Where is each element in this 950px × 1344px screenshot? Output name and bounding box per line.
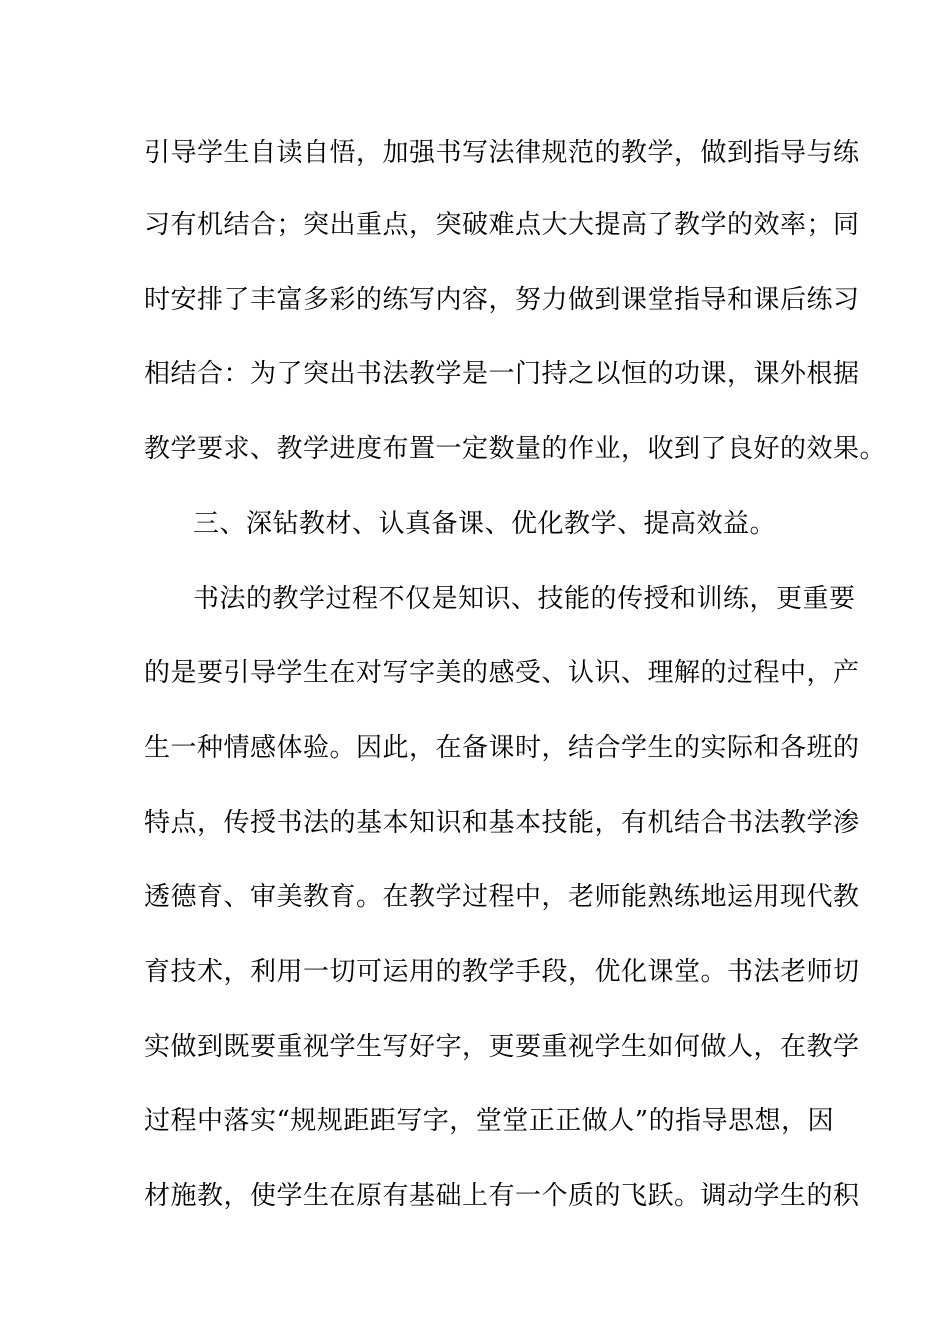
paragraph-line: 生一种情感体验。因此，在备课时，结合学生的实际和各班的: [144, 733, 860, 763]
section-heading: 三、深钻教材、认真备课、优化教学、提高效益。: [193, 509, 777, 539]
paragraph-line: 育技术，利用一切可运用的教学手段，优化课堂。书法老师切: [144, 957, 860, 987]
paragraph-line: 引导学生自读自悟，加强书写法律规范的教学，做到指导与练: [144, 138, 860, 168]
paragraph-line: 特点，传授书法的基本知识和基本技能，有机结合书法教学渗: [144, 808, 860, 838]
paragraph-line: 过程中落实“规规距距写字，堂堂正正做人”的指导思想，因: [144, 1106, 835, 1136]
paragraph-line: 习有机结合；突出重点，突破难点大大提高了教学的效率；同: [144, 210, 860, 240]
paragraph-line: 书法的教学过程不仅是知识、技能的传授和训练，更重要: [193, 584, 856, 614]
paragraph-line: 材施教，使学生在原有基础上有一个质的飞跃。调动学生的积: [144, 1181, 860, 1211]
paragraph-line: 时安排了丰富多彩的练写内容，努力做到课堂指导和课后练习: [144, 285, 860, 315]
paragraph-line: 的是要引导学生在对写字美的感受、认识、理解的过程中，产: [144, 658, 860, 688]
paragraph-line: 教学要求、教学进度布置一定数量的作业，收到了良好的效果。: [144, 434, 887, 464]
paragraph-line: 相结合：为了突出书法教学是一门持之以恒的功课，课外根据: [144, 359, 860, 389]
paragraph-line: 实做到既要重视学生写好字，更要重视学生如何做人，在教学: [144, 1032, 860, 1062]
paragraph-line: 透德育、审美教育。在教学过程中，老师能熟练地运用现代教: [144, 882, 860, 912]
